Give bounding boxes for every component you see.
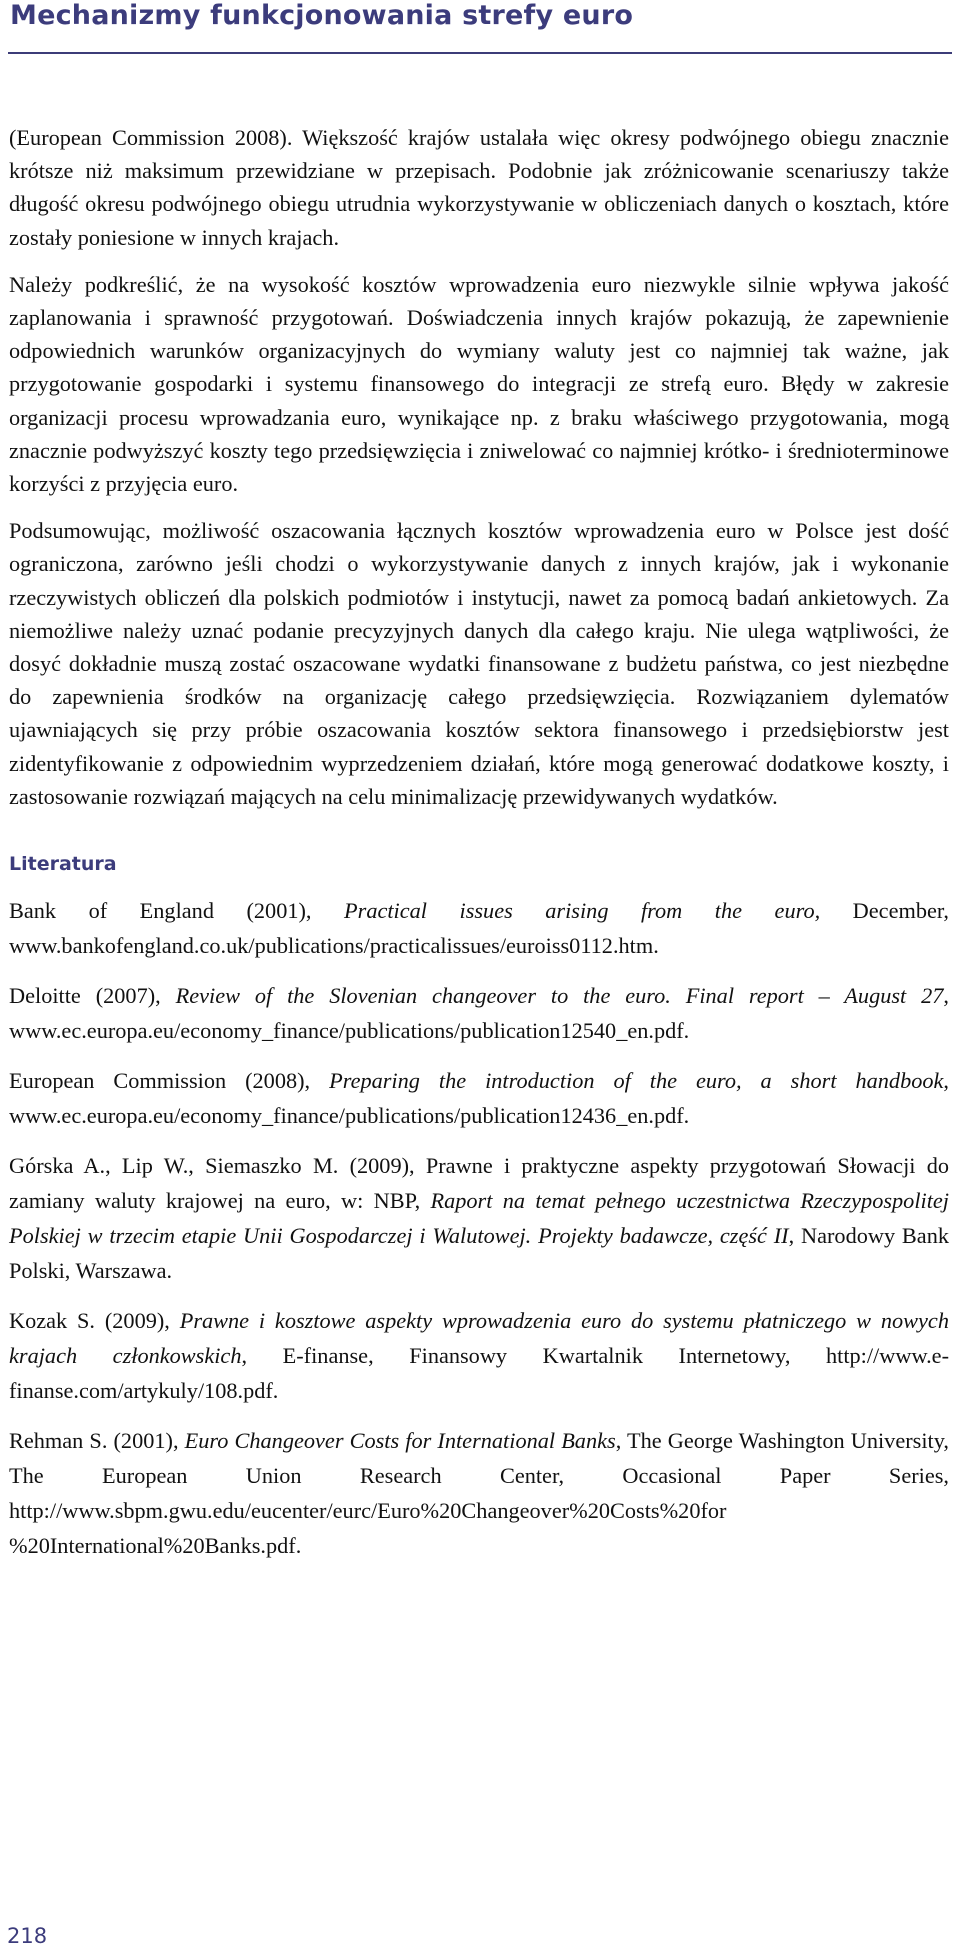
reference-item-gorska <box>9 1148 949 1288</box>
reference-author: European Commission (2008), <box>9 1068 330 1094</box>
reference-source: , E-finanse, Finansowy Kwartalnik Internetowy, http://www.e-finanse.com/artykuly/108.pdf. <box>9 1343 949 1404</box>
body-paragraph-3: Podsumowując, możliwość oszacowania łącznych kosztów wprowadzenia euro w Polsce jest dość ograniczona, zarówno jeśli chodzi o wykorzystywanie danych z innych krajów, jak i wykonanie rzeczywistych obliczeń dla polskich podmiotów i instytucji, nawet za pomocą badań ankietowych. Za niemożliwe należy uznać podanie precyzyjnych danych dla całego kraju. Nie ulega wątpliwości, że dosyć dokładnie muszą zostać oszacowane wydatki finansowane z budżetu państwa, co jest niezbędne do zapewnienia środków na organizację całego przedsięwzięcia. Rozwiązaniem dylematów ujawniających się przy próbie oszacowania kosztów sektora finansowego i przedsiębiorstw jest zidentyfikowanie z odpowiednim wyprzedzeniem działań, które mogą generować dodatkowe koszty, i zastosowanie rozwiązań mających na celu minimalizację przewidywanych wydatków. <box>9 518 949 809</box>
reference-title: Prawne i kosztowe aspekty wprowadzenia euro do systemu płatniczego w nowych krajach członkowskich <box>9 1308 949 1369</box>
reference-title: Euro Changeover Costs for International Banks <box>184 1428 616 1454</box>
reference-item-rehman <box>9 1423 949 1563</box>
reference-source: , The George Washington University, The European Union Research Center, Occasional Paper Series, http://www.sbpm.gwu.edu/eucenter/eurc/Euro%20Changeover%20Costs%20for %20International%20Banks.pdf. <box>9 1428 949 1559</box>
reference-title: Review of the Slovenian changeover to the euro. Final report – August 27 <box>175 983 944 1009</box>
running-header-title: Mechanizmy funkcjonowania strefy euro <box>10 0 634 31</box>
body-paragraph-1: (European Commission 2008). Większość krajów ustalała więc okresy podwójnego obiegu znacznie krótsze niż maksimum przewidziane w przepisach. Podobnie jak zróżnicowanie scenariuszy także długość okresu podwójnego obiegu utrudnia wykorzystywanie w obliczeniach danych o kosztach, które zostały poniesione w innych krajach. <box>9 125 949 250</box>
page-number: 218 <box>7 1924 48 1948</box>
reference-author: Deloitte (2007), <box>9 983 176 1009</box>
reference-author: Bank of England (2001), <box>9 898 345 924</box>
reference-item-deloitte <box>9 978 949 1048</box>
reference-author: Górska A., Lip W., Siemaszko M. (2009), Prawne i praktyczne aspekty przygotowań Słowacji do zamiany waluty krajowej na euro, w: NBP, <box>9 1153 949 1214</box>
reference-item-kozak <box>9 1303 949 1408</box>
reference-author: Rehman S. (2001), <box>9 1428 185 1454</box>
reference-author: Kozak S. (2009), <box>9 1308 180 1334</box>
running-header <box>8 0 952 54</box>
reference-title: Practical issues arising from the euro, <box>344 898 821 924</box>
literature-heading: Literatura <box>9 853 117 876</box>
reference-source: December, www.bankofengland.co.uk/publications/practicalissues/euroiss0112.htm. <box>9 898 949 959</box>
reference-title: Preparing the introduction of the euro, a short handbook <box>329 1068 944 1094</box>
reference-source: , Narodowy Bank Polski, Warszawa. <box>9 1223 949 1284</box>
page-content <box>9 121 949 1578</box>
reference-title: Raport na temat pełnego uczestnictwa Rzeczypospolitej Polskiej w trzecim etapie Unii Gospodarczej i Walutowej. Projekty badawcze, część II <box>9 1188 949 1249</box>
reference-source: , www.ec.europa.eu/economy_finance/publications/publication12436_en.pdf. <box>9 1068 949 1129</box>
reference-item-european-commission <box>9 1063 949 1133</box>
reference-item-bank-of-england <box>9 893 949 963</box>
body-paragraph-2: Należy podkreślić, że na wysokość kosztów wprowadzenia euro niezwykle silnie wpływa jakość zaplanowania i sprawność przygotowań. Doświadczenia innych krajów pokazują, że zapewnienie odpowiednich warunków organizacyjnych do wymiany waluty jest co najmniej tak ważne, jak przygotowanie gospodarki i systemu finansowego do integracji ze strefą euro. Błędy w zakresie organizacji procesu wprowadzania euro, wynikające np. z braku właściwego przygotowania, mogą znacznie podwyższyć koszty tego przedsięwzięcia i zniwelować co najmniej krótko- i średnioterminowe korzyści z przyjęcia euro. <box>9 271 949 497</box>
reference-source: , www.ec.europa.eu/economy_finance/publications/publication12540_en.pdf. <box>9 983 949 1044</box>
